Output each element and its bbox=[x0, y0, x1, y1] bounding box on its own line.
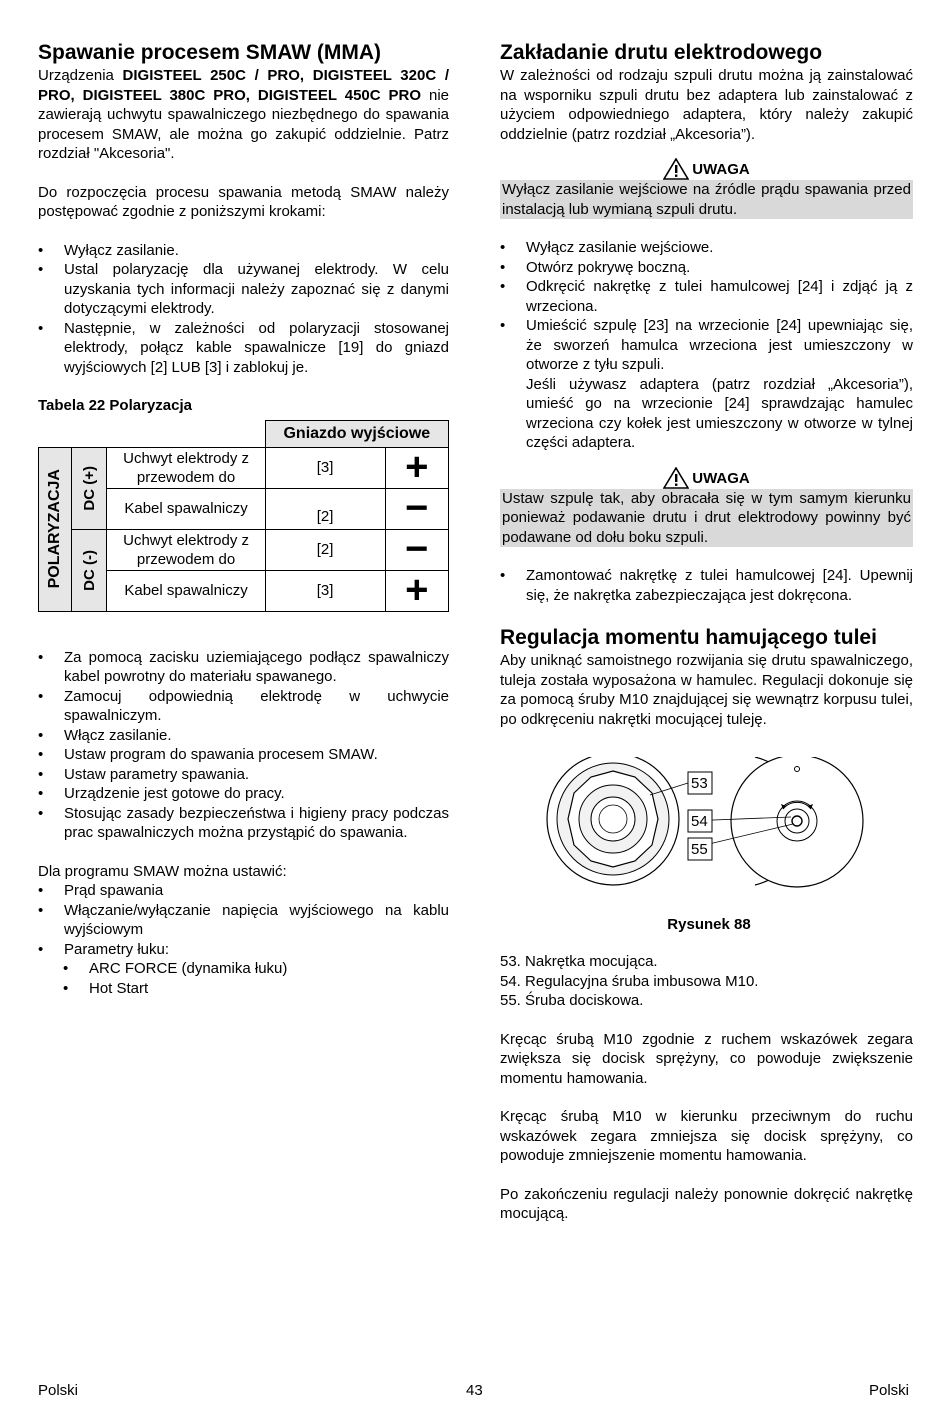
wire-steps-list-2 bbox=[500, 566, 913, 605]
dc-plus-label: DC (+) bbox=[80, 465, 98, 511]
list-item: • Ustal polaryzację dla używanej elektrody. W celu uzyskania tych informacji należy zapoznać się z danymi dotyczącymi elektrody. bbox=[38, 260, 449, 319]
list-item: • Urządzenie jest gotowe do pracy. bbox=[38, 784, 449, 804]
plus-sign: + bbox=[385, 447, 448, 488]
polarity-table bbox=[38, 420, 449, 612]
dc-minus-cell bbox=[72, 529, 107, 611]
list-item: • ARC FORCE (dynamika łuku) bbox=[63, 959, 449, 979]
warning-icon bbox=[663, 467, 689, 489]
intro-models: DIGISTEEL 250C / PRO, DIGISTEEL 320C / PRO, DIGISTEEL 380C PRO, DIGISTEEL 450C PRO bbox=[38, 67, 449, 104]
wire-intro: W zależności od rodzaju szpuli drutu można ją zainstalować na wsporniku szpuli drutu bez adaptera lub zainstalować z użyciem odpowiedniego adaptera, który należy zakupić oddzielnie (patrz rozdział „Akcesoria”). bbox=[500, 67, 913, 143]
list-item: • Ustaw program do spawania procesem SMAW. bbox=[38, 745, 449, 765]
list-item: • Wyłącz zasilanie. bbox=[38, 241, 449, 261]
table-cell-item: Uchwyt elektrody z przewodem do bbox=[107, 529, 265, 570]
hub-front-view bbox=[547, 757, 679, 885]
warning-header-1 bbox=[500, 158, 913, 180]
smaw-intro bbox=[38, 66, 449, 164]
callout-54: 54 bbox=[691, 813, 708, 830]
intro-text-b: nie zawierają uchwytu spawalniczego niezbędnego do spawania procesem SMAW, ale można go zakupić oddzielnie. Patrz rozdział "Akcesoria". bbox=[38, 86, 449, 162]
minus-sign: − bbox=[385, 488, 448, 529]
list-item: • Umieścić szpulę [23] na wrzecionie [24] upewniając się, że sworzeń hamulca wrzeciona jest umieszczony w otworze z tyłu szpuli. bbox=[500, 316, 913, 375]
list-item: • Odkręcić nakrętkę z tulei hamulcowej [24] i zdjąć ją z wrzeciona. bbox=[500, 277, 913, 316]
left-column bbox=[38, 40, 449, 998]
steps-list-2 bbox=[38, 648, 449, 843]
table-cell-item: Kabel spawalniczy bbox=[107, 488, 265, 529]
steps-intro: Do rozpoczęcia procesu spawania metodą SMAW należy postępować zgodnie z poniższymi krokami: bbox=[38, 183, 449, 220]
brake-intro: Aby uniknąć samoistnego rozwijania się drutu spawalniczego, tuleja została wyposażona w hamulec. Regulacji dokonuje się za pomocą śruby M10 znajdującej się wewnątrz korpusu tulei, po odkręceniu nakrętki mocującej tuleję. bbox=[500, 652, 913, 728]
list-item: • Wyłącz zasilanie wejściowe. bbox=[500, 238, 913, 258]
list-item: • Włączanie/wyłączanie napięcia wyjściowego na kablu wyjściowym bbox=[38, 901, 449, 940]
para-final: Po zakończeniu regulacji należy ponownie dokręcić nakrętkę mocującą. bbox=[500, 1185, 913, 1222]
figure-legend-item: 53. Nakrętka mocująca. bbox=[500, 953, 658, 970]
callout-53: 53 bbox=[691, 775, 708, 792]
list-item: • Za pomocą zacisku uziemiającego podłącz spawalniczy kabel powrotny do materiału spawanego. bbox=[38, 648, 449, 687]
table-cell-socket: [2] bbox=[265, 488, 385, 529]
list-item: • Zamontować nakrętkę z tulei hamulcowej [24]. Upewnij się, że nakrętka zabezpieczająca jest dokręcona. bbox=[500, 566, 913, 605]
list-item: • Włącz zasilanie. bbox=[38, 726, 449, 746]
table-cell-socket: [2] bbox=[265, 529, 385, 570]
polarity-label: POLARYZACJA bbox=[46, 469, 64, 589]
para-clockwise: Kręcąc śrubą M10 zgodnie z ruchem wskazówek zegara zwiększa się docisk sprężyny, co powoduje zwiększenie momentu hamowania. bbox=[500, 1030, 913, 1087]
table-cell-socket: [3] bbox=[265, 570, 385, 611]
warning-icon bbox=[663, 158, 689, 180]
figure-legend-item: 54. Regulacyjna śruba imbusowa M10. bbox=[500, 972, 759, 990]
list-item: • Zamocuj odpowiednią elektrodę w uchwycie spawalniczym. bbox=[38, 687, 449, 726]
steps-list-1 bbox=[38, 241, 449, 378]
plus-sign: + bbox=[385, 570, 448, 611]
list-item: • Ustaw parametry spawania. bbox=[38, 765, 449, 785]
figure-caption: Rysunek 88 bbox=[667, 915, 751, 933]
figure-legend-item: 55. Śruba dociskowa. bbox=[500, 992, 644, 1009]
list-item: • Otwórz pokrywę boczną. bbox=[500, 258, 913, 278]
table-cell-item: Uchwyt elektrody z przewodem do bbox=[107, 447, 265, 488]
right-column bbox=[500, 40, 913, 1224]
page-number: 43 bbox=[466, 1382, 483, 1399]
list-item: • Parametry łuku: bbox=[38, 940, 449, 960]
smaw-title: Spawanie procesem SMAW (MMA) bbox=[38, 41, 382, 64]
brake-figure bbox=[500, 757, 913, 907]
intro-text-a: Urządzenia bbox=[38, 67, 123, 84]
list-item: • Następnie, w zależności od polaryzacji stosowanej elektrody, połącz kable spawalnicze [19] do gniazd wyjściowych [2] LUB [3] i zablokuj je. bbox=[38, 319, 449, 378]
minus-sign: − bbox=[385, 529, 448, 570]
warning-title-1: UWAGA bbox=[692, 161, 750, 178]
warning-text-1: Wyłącz zasilanie wejściowe na źródle prądu spawania przed instalacją lub wymianą szpuli drutu. bbox=[502, 181, 911, 218]
footer-language-left: Polski bbox=[38, 1382, 79, 1399]
list-item: • Stosując zasady bezpieczeństwa i higieny pracy podczas prac spawalniczych można przystąpić do spawania. bbox=[38, 804, 449, 843]
brake-title: Regulacja momentu hamującego tulei bbox=[500, 626, 877, 649]
table-cell-item: Kabel spawalniczy bbox=[107, 570, 265, 611]
para-counterclockwise: Kręcąc śrubą M10 w kierunku przeciwnym do ruchu wskazówek zegara zmniejsza się docisk sprężyny, co powoduje zmniejszenie momentu hamowania. bbox=[500, 1108, 913, 1164]
callout-55: 55 bbox=[691, 841, 708, 858]
polarity-group-cell bbox=[39, 447, 72, 611]
hub-side-view bbox=[731, 757, 863, 887]
table-caption: Tabela 22 Polaryzacja bbox=[38, 397, 192, 414]
warning-header-2 bbox=[500, 467, 913, 489]
table-cell-socket: [3] bbox=[265, 447, 385, 488]
arc-params-list bbox=[63, 959, 449, 998]
dc-plus-cell bbox=[72, 447, 107, 529]
dc-minus-label: DC (-) bbox=[80, 549, 98, 591]
adapter-note: Jeśli używasz adaptera (patrz rozdział „Akcesoria”), umieść go na wrzecionie [24] sprawdzając hamulec wrzeciona czy kołek jest umieszczony w otworze w tylnej części adaptera. bbox=[526, 375, 913, 451]
wire-title: Zakładanie drutu elektrodowego bbox=[500, 41, 823, 64]
wire-steps-list bbox=[500, 238, 913, 375]
warning-box-2 bbox=[500, 489, 913, 548]
table-header: Gniazdo wyjściowe bbox=[265, 420, 448, 447]
footer-language-right: Polski bbox=[869, 1382, 910, 1399]
list-item: • Hot Start bbox=[63, 979, 449, 999]
settings-list bbox=[38, 881, 449, 959]
warning-title-2: UWAGA bbox=[692, 469, 750, 487]
settings-intro: Dla programu SMAW można ustawić: bbox=[38, 862, 287, 880]
warning-box-1 bbox=[500, 180, 913, 219]
warning-text-2: Ustaw szpulę tak, aby obracała się w tym samym kierunku ponieważ podawanie drutu i drut elektrodowy powinny być podawane od dołu boku szpuli. bbox=[502, 489, 911, 546]
list-item: • Prąd spawania bbox=[38, 881, 449, 901]
